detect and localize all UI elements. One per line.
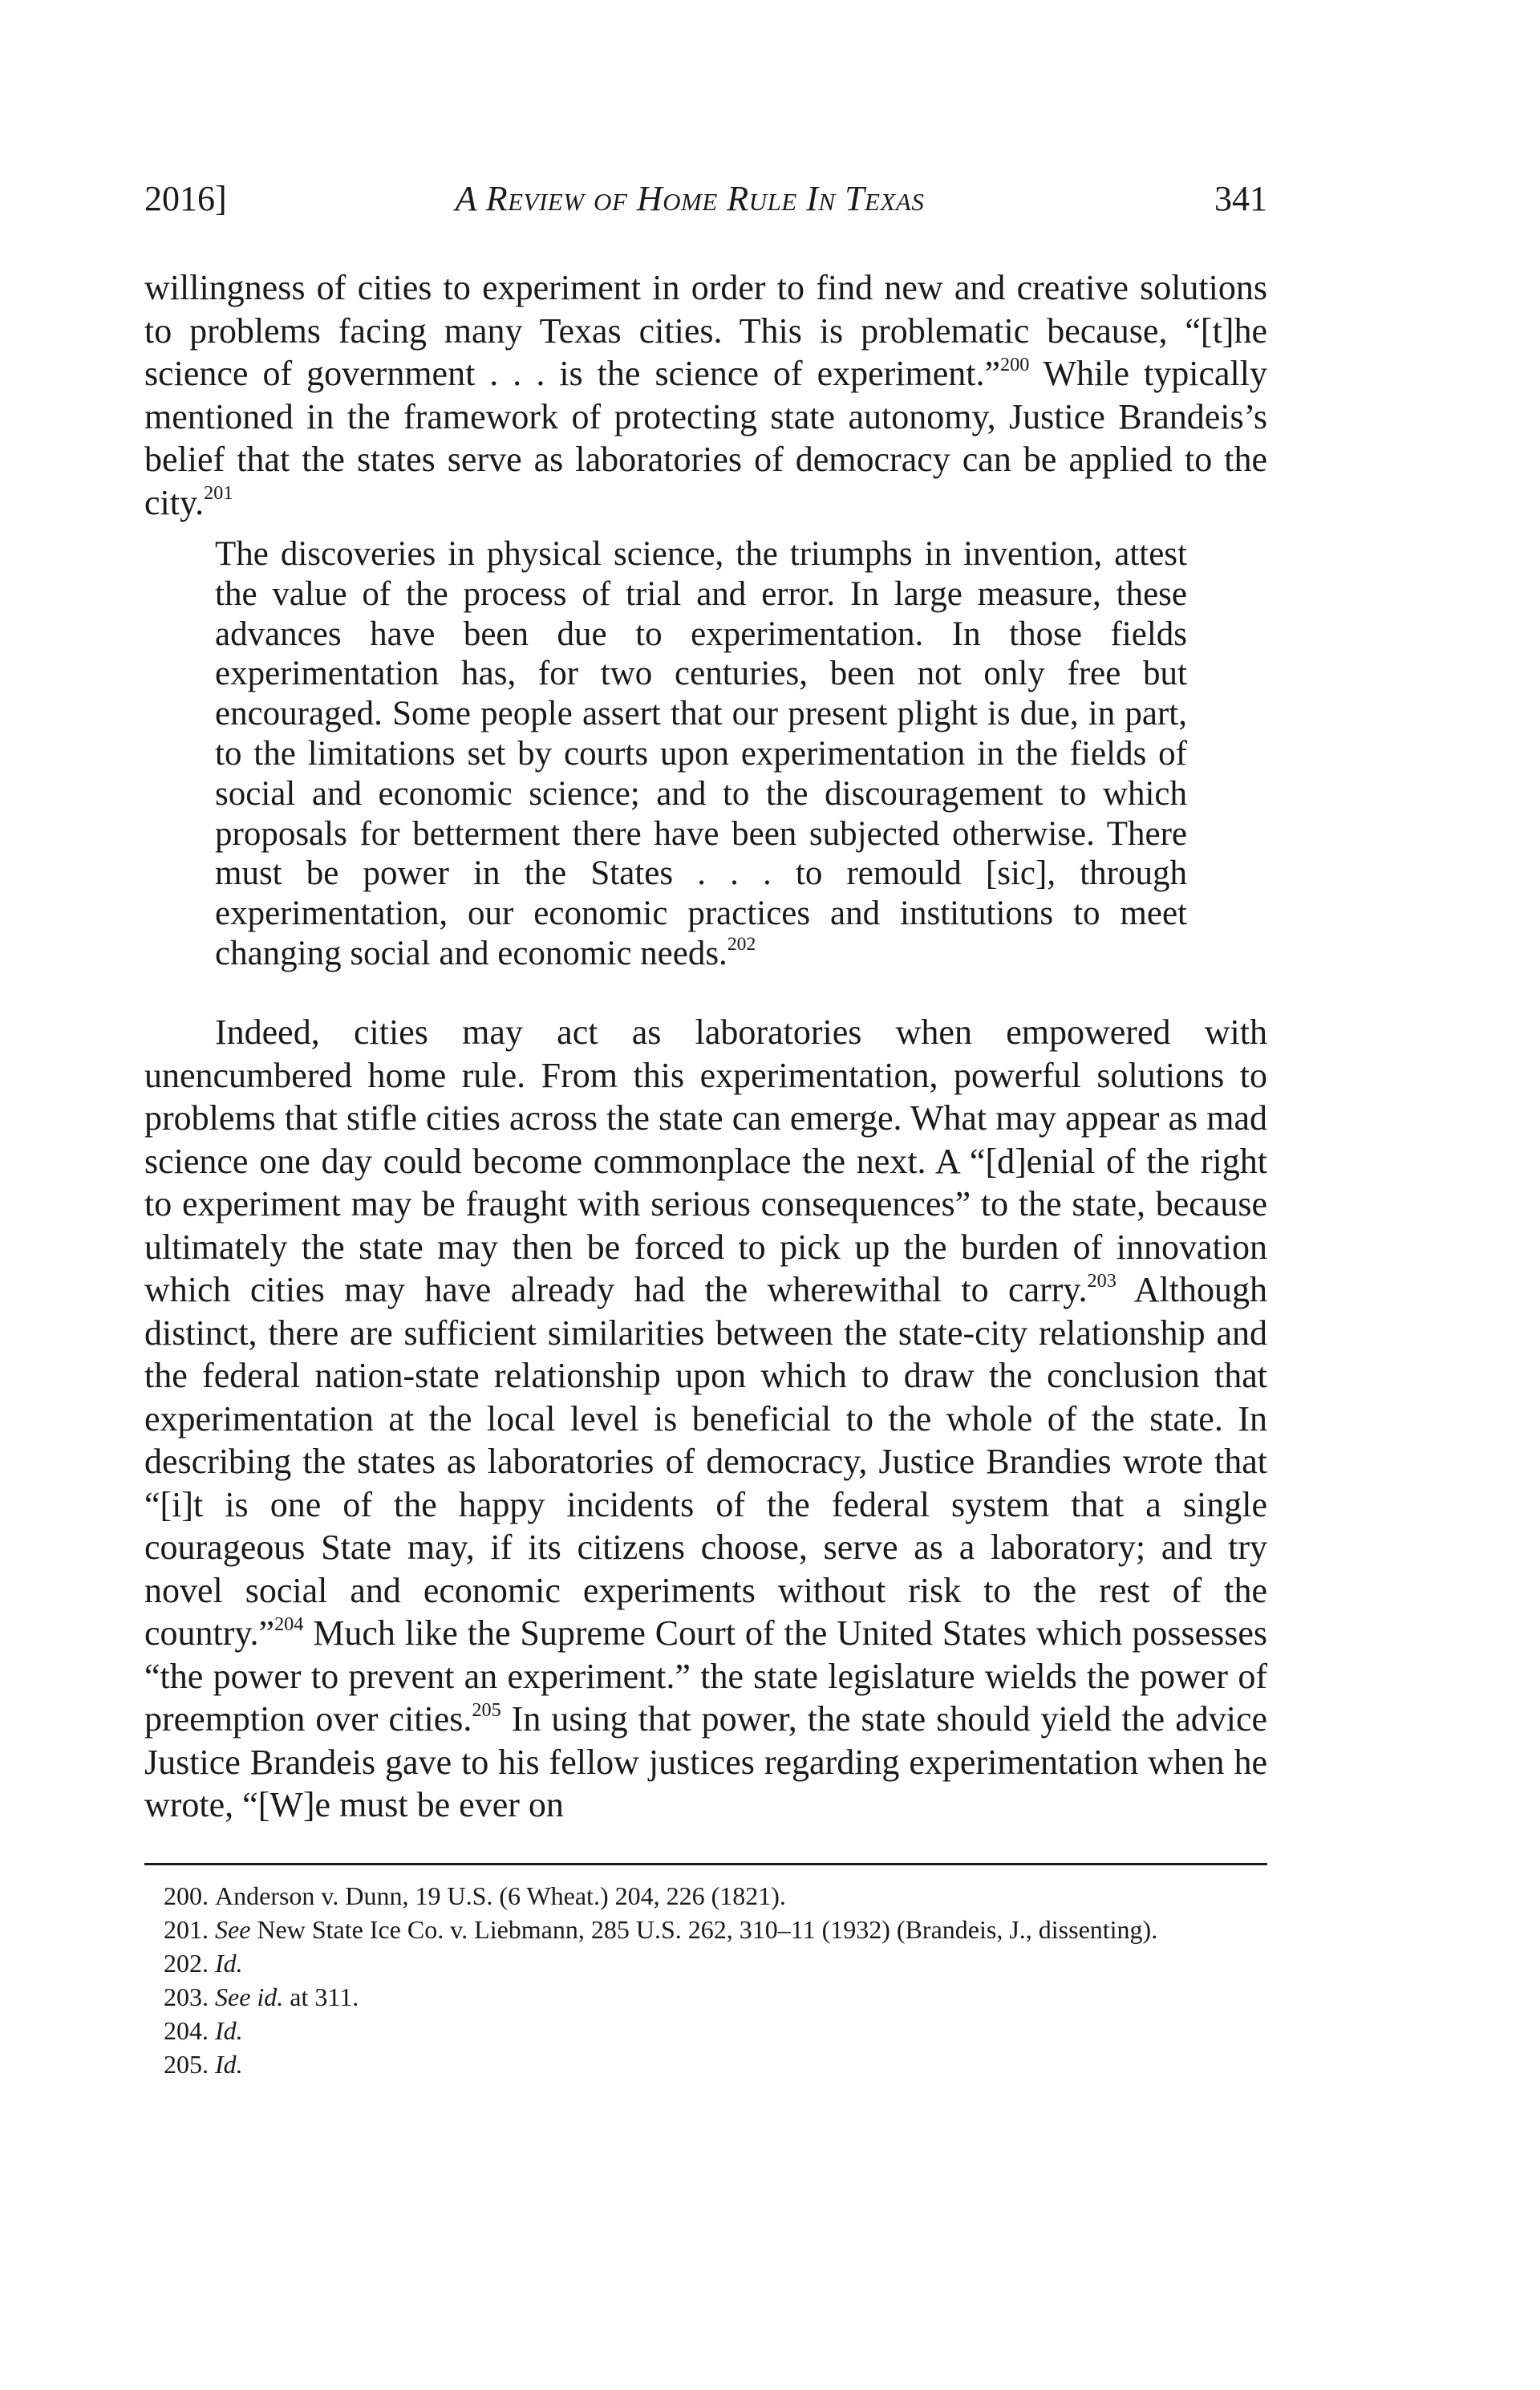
footnote-number: 201.	[164, 1915, 209, 1944]
paragraph-text: willingness of cities to experiment in order to find new and creative solutions to problems facing many Texas cities. This is problematic because, “[t]he science of government . . . is the science of experiment.”	[144, 268, 1267, 393]
footnote-item	[144, 1879, 1267, 1913]
block-quote	[215, 534, 1187, 974]
header-year: 2016]	[144, 179, 227, 218]
footnotes-section	[144, 1879, 1267, 2081]
paragraph-text: While typically mentioned in the framework of protecting state autonomy, Justice Brandeis’s belief that the states serve as laboratories of democracy can be applied to the city.	[144, 354, 1267, 522]
block-quote-text: The discoveries in physical science, the triumphs in invention, attest the value of the process of trial and error. In large measure, these advances have been due to experimentation. In those fields experimentation has, for two centuries, been not only free but encouraged. Some people assert that our present plight is due, in part, to the limitations set by courts upon experimentation in the fields of social and economic science; and to the discouragement to which proposals for betterment there have been subjected otherwise. There must be power in the States . . . to remould [sic], through experimentation, our economic practices and institutions to meet changing social and economic needs.	[215, 535, 1187, 972]
footnote-item	[144, 1913, 1267, 1946]
footnote-number: 203.	[164, 1982, 209, 2011]
footnote-signal: Id.	[215, 2016, 243, 2045]
header-page-number: 341	[1214, 179, 1267, 218]
footnote-ref-200[interactable]: 200	[1000, 353, 1030, 375]
footnote-signal: Id.	[215, 2050, 243, 2079]
footnote-ref-205[interactable]: 205	[472, 1698, 501, 1721]
footnote-ref-202[interactable]: 202	[727, 934, 756, 956]
header-article-title: A Review of Home Rule In Texas	[455, 179, 925, 218]
footnote-item	[144, 1980, 1267, 2014]
footnote-ref-204[interactable]: 204	[274, 1613, 304, 1635]
footnote-number: 204.	[164, 2016, 209, 2045]
footnote-item	[144, 1946, 1267, 1980]
footnote-text: New State Ice Co. v. Liebmann, 285 U.S. 262, 310–11 (1932) (Brandeis, J., dissenting).	[250, 1915, 1158, 1944]
footnote-number: 205.	[164, 2050, 209, 2079]
body-paragraph-1	[144, 266, 1267, 524]
footnote-text: at 311.	[283, 1982, 359, 2011]
footnote-number: 202.	[164, 1949, 209, 1978]
footnote-number: 200.	[164, 1881, 209, 1910]
paragraph-text: Indeed, cities may act as laboratories when empowered with unencumbered home rule. From this experimentation, powerful solutions to problems that stifle cities across the state can emerge. What may appear as mad science one day could become commonplace the next. A “[d]enial of the right to experiment may be fraught with serious consequences” to the state, because ultimately the state may then be forced to pick up the burden of innovation which cities may have already had the wherewithal to carry.	[144, 1012, 1267, 1309]
footnote-separator	[144, 1863, 1267, 1865]
footnote-signal: See	[215, 1915, 251, 1944]
footnote-ref-201[interactable]: 201	[204, 482, 233, 505]
footnote-ref-203[interactable]: 203	[1087, 1269, 1116, 1292]
footnote-item	[144, 2014, 1267, 2047]
footnote-item	[144, 2047, 1267, 2081]
paragraph-text: Although distinct, there are sufficient similarities between the state-city relationship and the federal nation-state relationship upon which to draw the conclusion that experimentation at the local level is beneficial to the whole of the state. In describing the states as laboratories of democracy, Justice Brandies wrote that “[i]t is one of the happy incidents of the federal system that a single courageous State may, if its citizens choose, serve as a laboratory; and try novel social and economic experiments without risk to the rest of the country.”	[144, 1270, 1268, 1653]
body-paragraph-2	[144, 1011, 1267, 1827]
paragraph-text: In using that power, the state should yield the advice Justice Brandeis gave to his fellow justices regarding experimentation when he wrote, “[W]e must be ever on	[144, 1699, 1268, 1824]
footnote-text: Anderson v. Dunn, 19 U.S. (6 Wheat.) 204, 226 (1821).	[215, 1881, 786, 1910]
running-header	[144, 178, 1267, 226]
footnote-signal: See id.	[215, 1982, 284, 2011]
paragraph-text: Much like the Supreme Court of the United States which possesses “the power to prevent an experiment.” the state legislature wields the power of preemption over cities.	[144, 1613, 1267, 1739]
footnote-signal: Id.	[215, 1949, 243, 1978]
